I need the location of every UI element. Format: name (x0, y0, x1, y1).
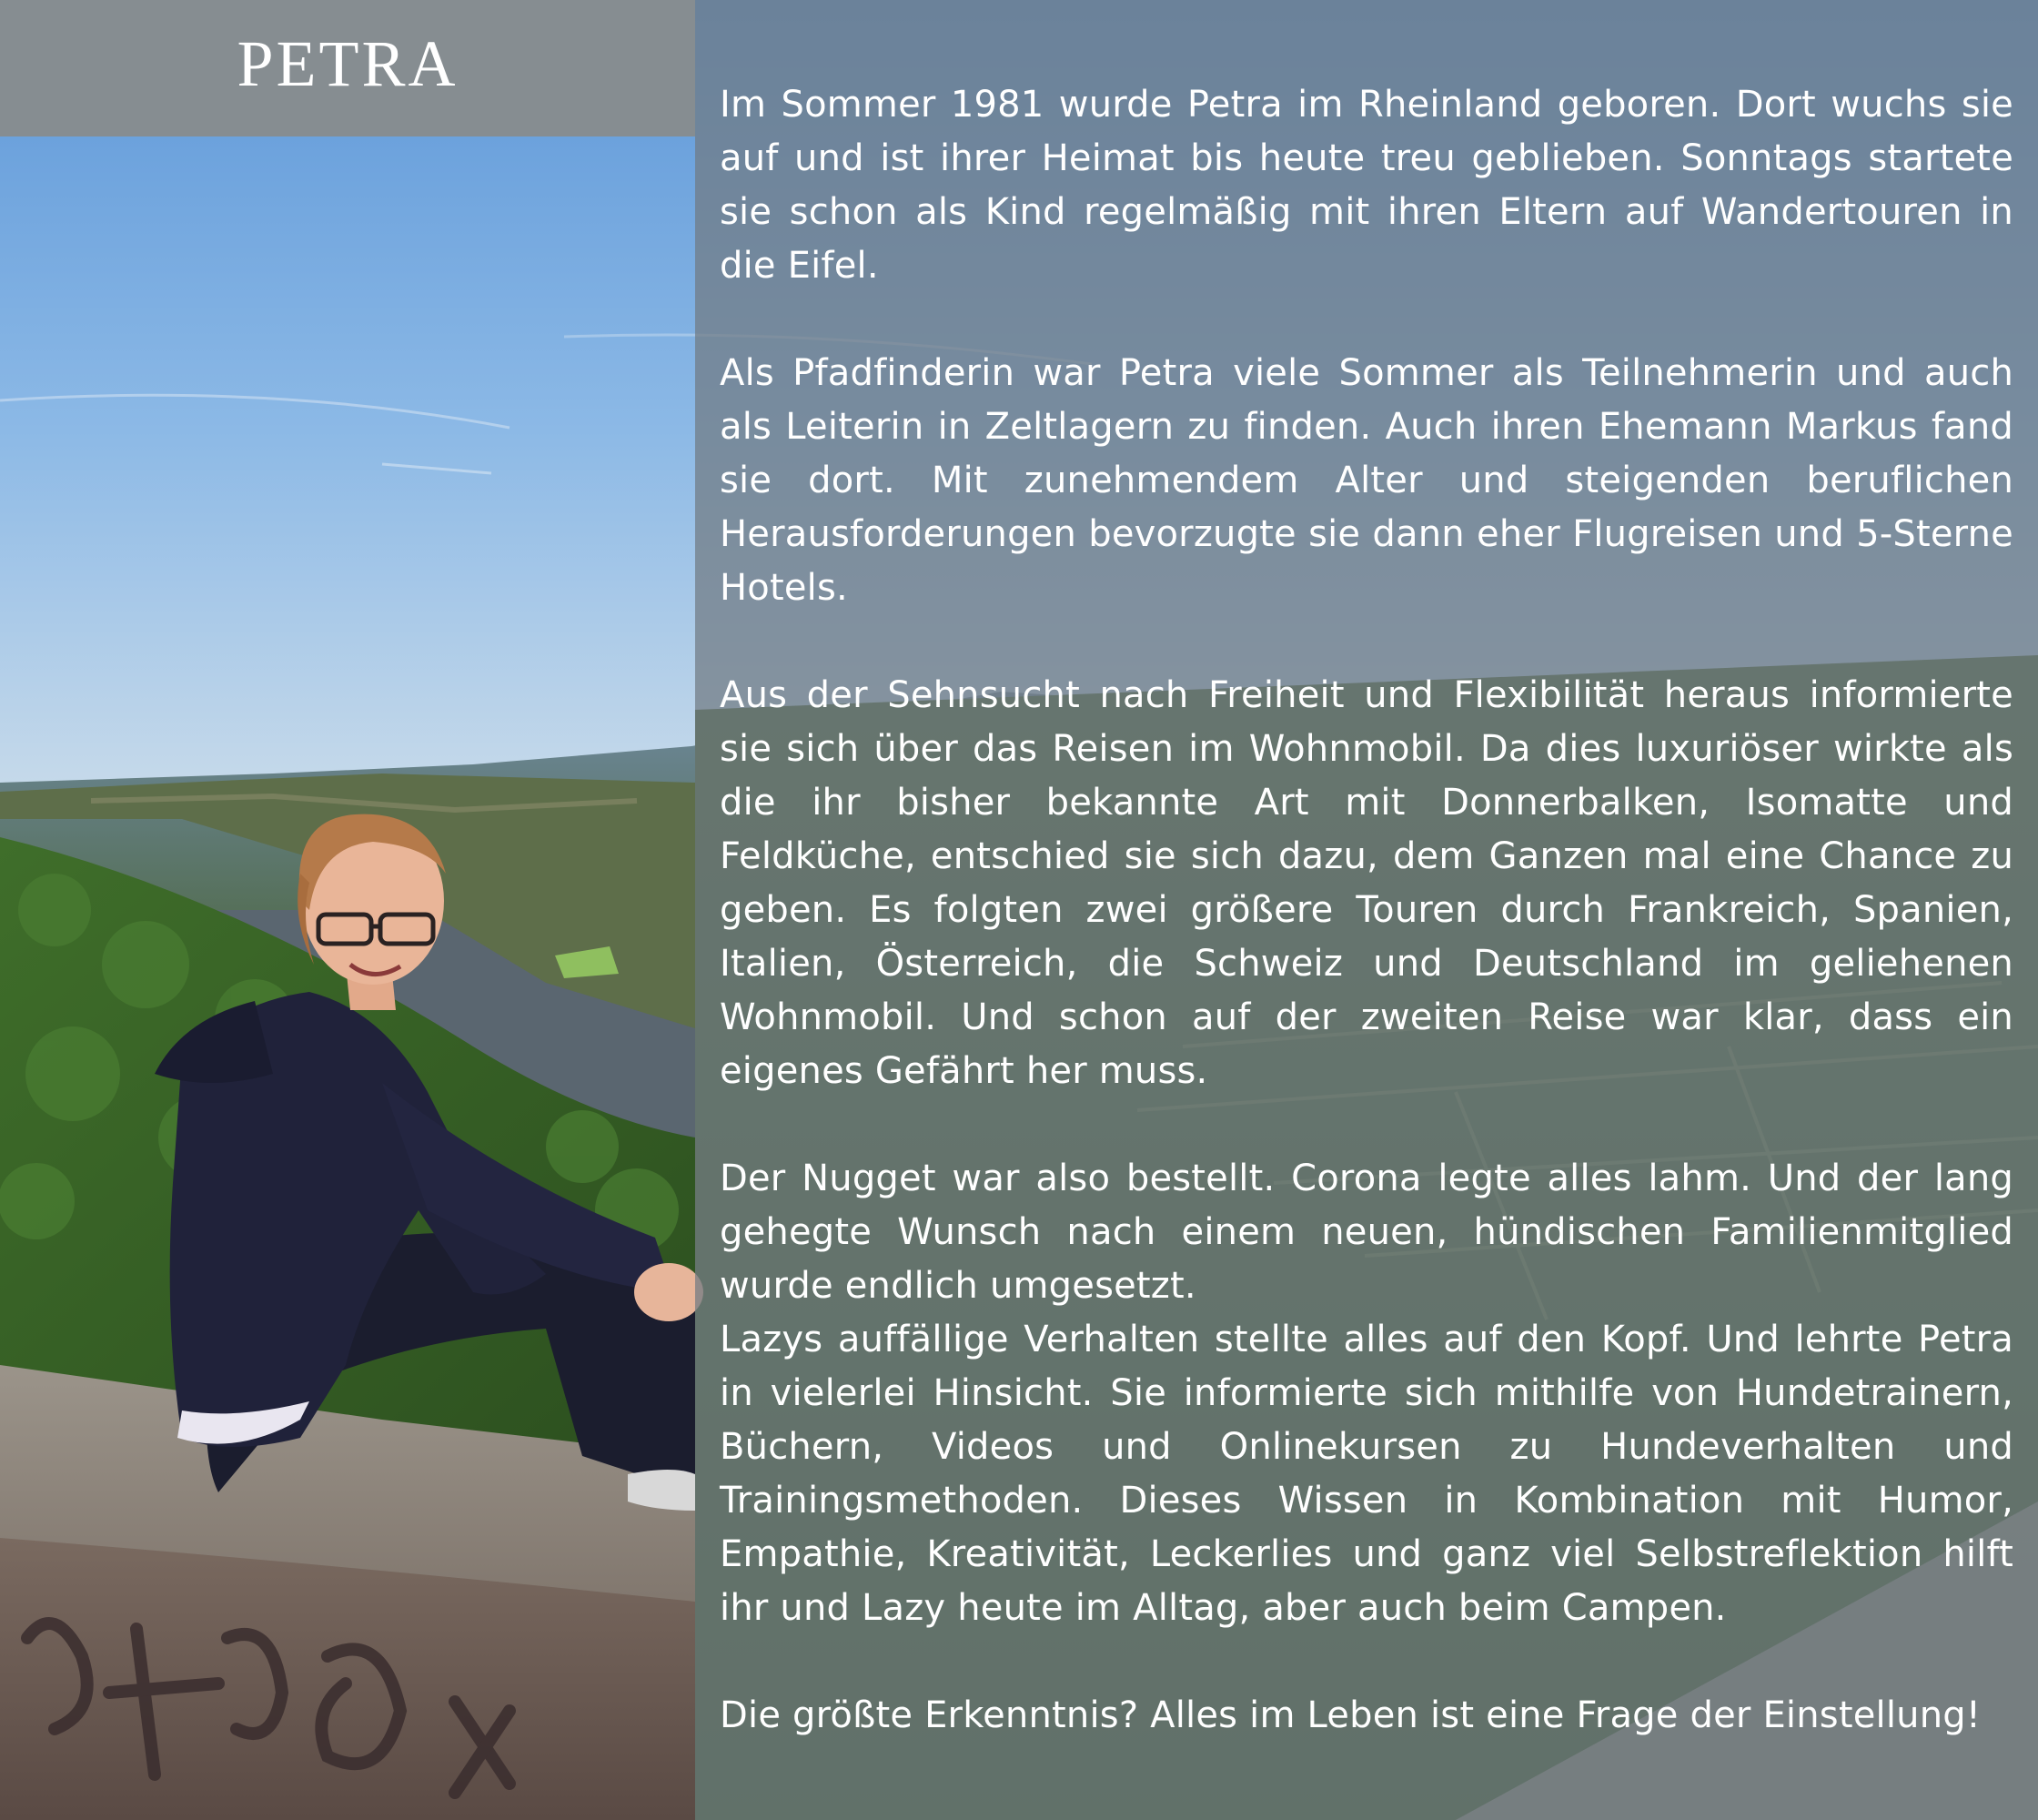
bio-paragraph-5: Lazys auffällige Verhalten stellte alles auf den Kopf. Und lehrte Petra in vielerlei Hinsicht. Sie informierte sich mithilfe von Hundetrainern, Büchern, Videos und Onlinekursen zu Hundeverhalten und Trainingsmethoden. Dieses Wissen in Kombination mit Humor, Empathie, Kreativität, Leckerlies und ganz viel Selbstreflektion hilft ihr und Lazy heute im Alltag, aber auch beim Campen. (720, 1319, 2013, 1629)
bio-paragraph-3: Aus der Sehnsucht nach Freiheit und Flexibilität heraus informierte sie sich über das Reisen im Wohnmobil. Da dies luxuriöser wirkte als die ihr bisher bekannte Art mit Donnerbalken, Isomatte und Feldküche, entschied sie sich dazu, dem Ganzen mal eine Chance zu geben. Es folgten zwei größere Touren durch Frankreich, Spanien, Italien, Österreich, die Schweiz und Deutschland im geliehenen Wohnmobil. Und schon auf der zweiten Reise war klar, dass ein eigenes Gefährt her muss. (720, 674, 2013, 1092)
bio-paragraph-1: Im Sommer 1981 wurde Petra im Rheinland geboren. Dort wuchs sie auf und ist ihrer Heimat bis heute treu geblieben. Sonntags startete sie schon als Kind regelmäßig mit ihren Eltern auf Wandertouren in die Eifel. (720, 84, 2013, 287)
title-band (0, 0, 695, 136)
bio-paragraph-4: Der Nugget war also bestellt. Corona legte alles lahm. Und der lang gehegte Wunsch nach einem neuen, hündischen Familienmitglied wurde endlich umgesetzt. (720, 1158, 2013, 1307)
biography-text (720, 78, 2013, 1743)
bio-paragraph-6: Die größte Erkenntnis? Alles im Leben ist eine Frage der Einstellung! (720, 1694, 1982, 1736)
bio-paragraph-2: Als Pfadfinderin war Petra viele Sommer als Teilnehmerin und auch als Leiterin in Zeltlagern zu finden. Auch ihren Ehemann Markus fand sie dort. Mit zunehmendem Alter und steigenden beruflichen Herausforderungen bevorzugte sie dann eher Flugreisen und 5-Sterne Hotels. (720, 352, 2013, 609)
page-title: PETRA (237, 26, 459, 100)
